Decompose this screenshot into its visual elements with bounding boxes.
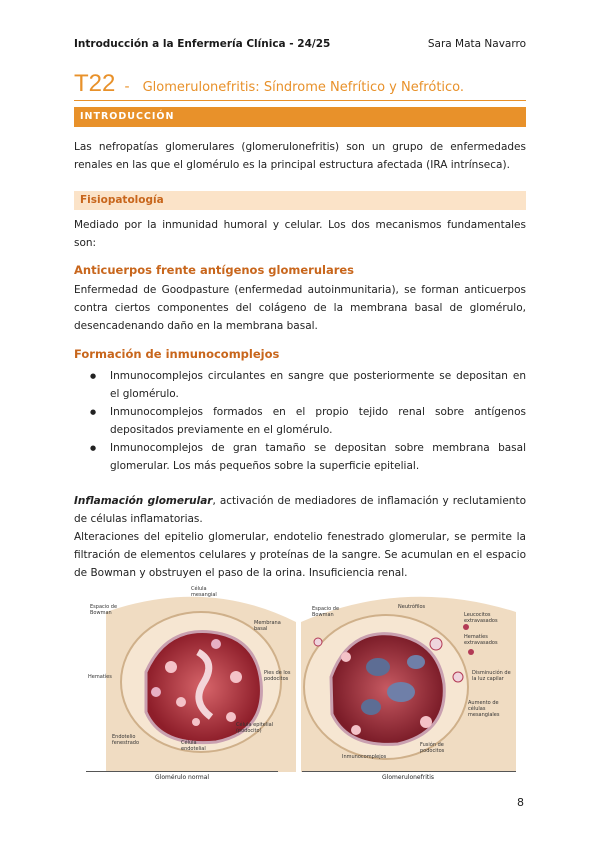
- topic-title: [74, 70, 526, 98]
- anticuerpos-paragraph: Enfermedad de Goodpasture (enfermedad autoinmunitaria), se forman anticuerpos contra ciertos componentes del colágeno de la membrana basal de glomérulo, desencadenando daño en la membrana basal.: [74, 284, 526, 332]
- label-endotelio: Endotelio fenestrado: [112, 734, 139, 746]
- label-hematies-left: Hematíes: [88, 674, 112, 680]
- list-item: ● Inmunocomplejos de gran tamaño se depositan sobre membrana basal glomerular. Los más pequeños sobre la superficie epitelial.: [90, 439, 526, 475]
- label-inmuno: Inmunocomplejos: [342, 754, 387, 760]
- label-epitelial: Célula epitelial (podocito): [236, 722, 274, 734]
- caption-rule-left: [86, 771, 278, 772]
- fisio-heading: Fisiopatología: [74, 191, 526, 210]
- label-hematies-right: Hematíes extravasados: [464, 634, 498, 646]
- inmuno-list: [90, 367, 526, 475]
- label-neutrofilos: Neutrófilos: [398, 604, 426, 610]
- caption-gn: Glomerulonefritis: [382, 774, 435, 781]
- inflamacion-term: Inflamación glomerular: [74, 495, 213, 507]
- caption-normal: Glomérulo normal: [155, 774, 210, 781]
- title-dash: -: [124, 79, 130, 95]
- page-number: 8: [517, 796, 524, 809]
- label-bowman-right: Espacio de Bowman: [312, 606, 340, 618]
- label-aumento: Aumento de células mesangiales: [468, 700, 500, 718]
- label-leucocitos: Leucocitos extravasados: [464, 612, 498, 624]
- intro-heading: INTRODUCCIÓN: [74, 107, 526, 127]
- author-name: Sara Mata Navarro: [427, 38, 526, 50]
- fisio-paragraph: Mediado por la inmunidad humoral y celular. Los dos mecanismos fundamentales son:: [74, 219, 526, 249]
- label-mesangial: Célula mesangial: [191, 586, 217, 598]
- label-bowman-left: Espacio de Bowman: [90, 604, 118, 616]
- list-item: ● Inmunocomplejos circulantes en sangre que posteriormente se depositan en el glomérulo.: [90, 367, 526, 403]
- list-item: ● Inmunocomplejos formados en el propio tejido renal sobre antígenos depositados previamente en el glomérulo.: [90, 403, 526, 439]
- caption-rule-right: [302, 771, 516, 772]
- anticuerpos-heading: Anticuerpos frente antígenos glomerulares: [74, 263, 355, 277]
- label-pies: Pies de los podocitos: [264, 670, 291, 682]
- alteraciones-paragraph: Alteraciones del epitelio glomerular, endotelio fenestrado glomerular, se permite la filtración de elementos celulares y proteínas de la sangre. Se acumulan en el espacio de Bowman y obstruyen el paso de la orina. Insuficiencia renal.: [74, 531, 526, 579]
- label-endotelial: Célula endotelial: [181, 740, 206, 752]
- title-divider: [74, 100, 526, 101]
- label-luz: Disminución de la luz capilar: [472, 670, 511, 682]
- label-membrana: Membrana basal: [254, 620, 281, 632]
- topic-name: Glomerulonefritis: Síndrome Nefrítico y Nefrótico.: [142, 80, 465, 95]
- inmuno-heading: Formación de inmunocomplejos: [74, 347, 280, 361]
- glomerulus-figure: [86, 582, 516, 780]
- inflamacion-paragraph: [74, 492, 526, 528]
- intro-paragraph: Las nefropatías glomerulares (glomerulonefritis) son un grupo de enfermedades renales en las que el glomérulo es la principal estructura afectada (IRA intrínseca).: [74, 141, 526, 171]
- label-fusion: Fusión de podocitos: [420, 742, 445, 754]
- course-title: Introducción a la Enfermería Clínica - 24/25: [74, 38, 331, 50]
- page-header: [74, 38, 526, 54]
- topic-code: T22: [74, 70, 116, 97]
- inflamacion-text: , activación de mediadores de inflamación y reclutamiento de células inflamatorias.: [74, 495, 526, 525]
